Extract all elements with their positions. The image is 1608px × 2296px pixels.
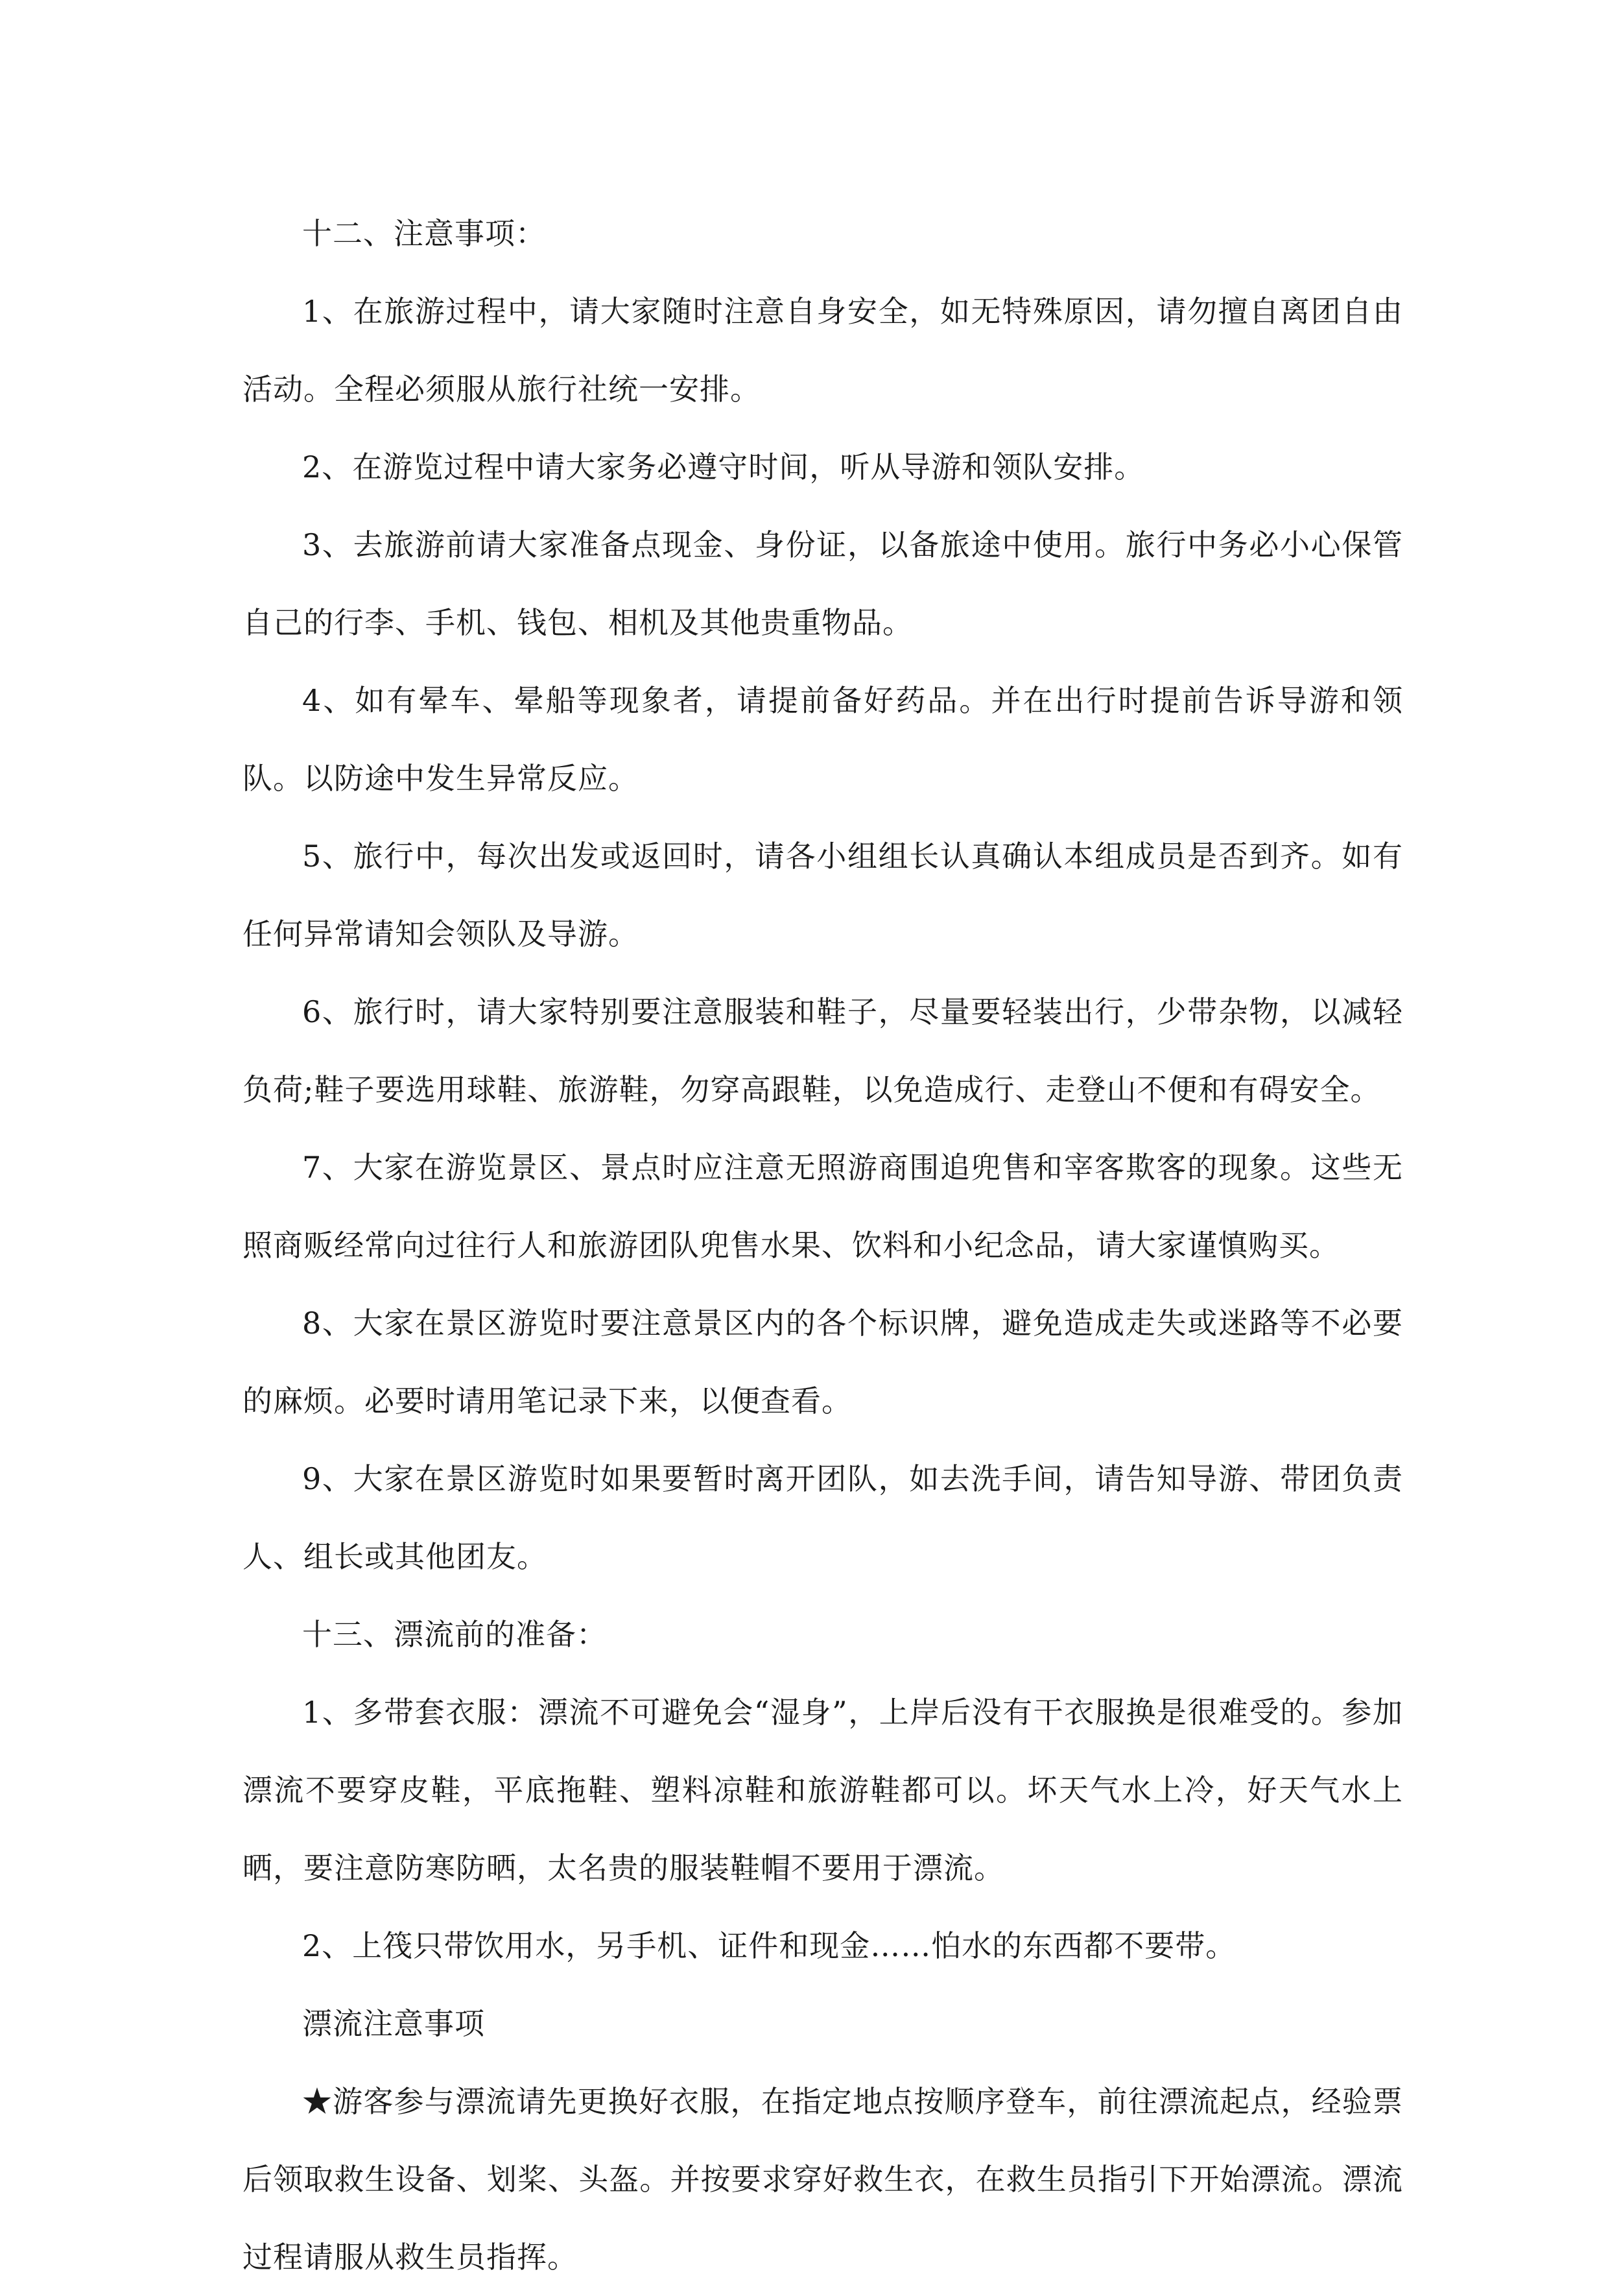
notice-item-2: 2、在游览过程中请大家务必遵守时间，听从导游和领队安排。	[302, 449, 1145, 484]
prep-item-2: 2、上筏只带饮用水，另手机、证件和现金……怕水的东西都不要带。	[302, 1928, 1236, 1963]
notice-item-1: 1、在旅游过程中，请大家随时注意自身安全，如无特殊原因，请勿擅自离团自由活动。全程必须服从旅行社统一安排。	[242, 294, 1403, 407]
document-body	[242, 195, 1403, 2296]
notice-item-8: 8、大家在景区游览时要注意景区内的各个标识牌，避免造成走失或迷路等不必要的麻烦。必要时请用笔记录下来，以便查看。	[242, 1306, 1403, 1418]
section-heading-13: 十三、漂流前的准备：	[302, 1617, 607, 1652]
notice-item-5: 5、旅行中，每次出发或返回时，请各小组组长认真确认本组成员是否到齐。如有任何异常请知会领队及导游。	[242, 839, 1403, 951]
section-heading-12: 十二、注意事项：	[302, 216, 546, 251]
rafting-notice-item: ★游客参与漂流请先更换好衣服，在指定地点按顺序登车，前往漂流起点，经验票后领取救生设备、划桨、头盔。并按要求穿好救生衣，在救生员指引下开始漂流。漂流过程请服从救生员指挥。	[242, 2084, 1403, 2275]
prep-item-1: 1、多带套衣服：漂流不可避免会“湿身”，上岸后没有干衣服换是很难受的。参加漂流不要穿皮鞋，平底拖鞋、塑料凉鞋和旅游鞋都可以。坏天气水上冷，好天气水上晒，要注意防寒防晒，太名贵的服装鞋帽不要用于漂流。	[242, 1695, 1403, 1885]
rafting-notice-heading: 漂流注意事项	[302, 2006, 485, 2041]
notice-item-9: 9、大家在景区游览时如果要暂时离开团队，如去洗手间，请告知导游、带团负责人、组长或其他团友。	[242, 1461, 1403, 1574]
notice-item-4: 4、如有晕车、晕船等现象者，请提前备好药品。并在出行时提前告诉导游和领队。以防途中发生异常反应。	[242, 683, 1403, 796]
notice-item-7: 7、大家在游览景区、景点时应注意无照游商围追兜售和宰客欺客的现象。这些无照商贩经常向过往行人和旅游团队兜售水果、饮料和小纪念品，请大家谨慎购买。	[242, 1150, 1403, 1263]
notice-item-3: 3、去旅游前请大家准备点现金、身份证，以备旅途中使用。旅行中务必小心保管自己的行李、手机、钱包、相机及其他贵重物品。	[242, 527, 1403, 640]
notice-item-6: 6、旅行时，请大家特别要注意服装和鞋子，尽量要轻装出行，少带杂物，以减轻负荷;鞋子要选用球鞋、旅游鞋，勿穿高跟鞋，以免造成行、走登山不便和有碍安全。	[242, 994, 1403, 1107]
